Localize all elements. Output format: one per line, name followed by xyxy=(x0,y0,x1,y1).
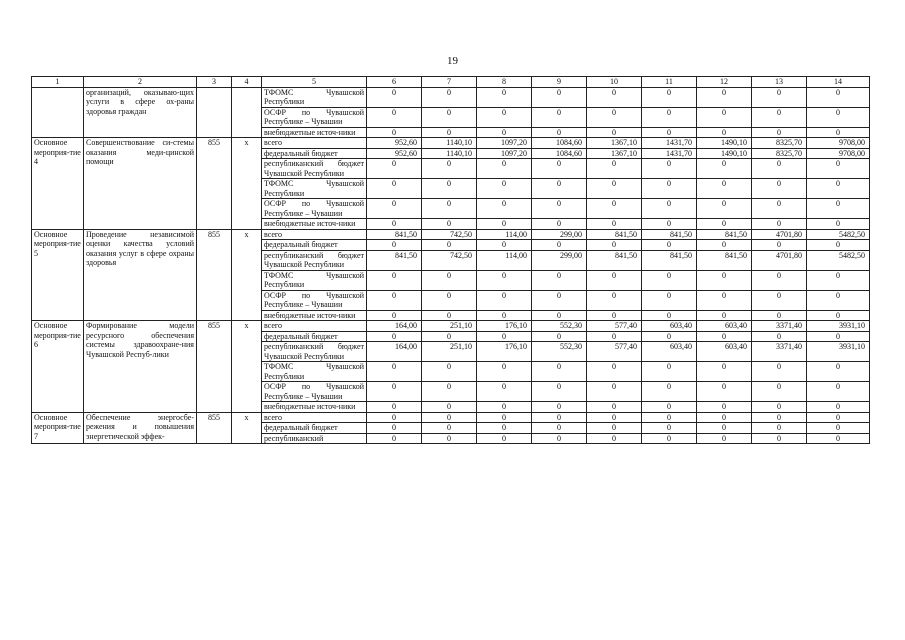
value-cell: 3931,10 xyxy=(807,321,870,332)
value-cell: 0 xyxy=(422,87,477,107)
mark-cell: х xyxy=(232,321,262,413)
value-cell: 0 xyxy=(697,433,752,444)
value-cell: 0 xyxy=(422,199,477,219)
value-cell: 0 xyxy=(532,310,587,321)
value-cell: 0 xyxy=(422,219,477,230)
value-cell: 0 xyxy=(477,382,532,402)
value-cell: 0 xyxy=(807,240,870,251)
value-cell: 0 xyxy=(422,127,477,138)
value-cell: 0 xyxy=(752,412,807,423)
activity-cell: Основное мероприя-тие 7 xyxy=(32,412,84,444)
executor-code-cell: 855 xyxy=(197,412,232,444)
activity-cell: Основное мероприя-тие 6 xyxy=(32,321,84,413)
value-cell: 1431,70 xyxy=(642,148,697,159)
value-cell: 0 xyxy=(697,127,752,138)
value-cell: 603,40 xyxy=(642,342,697,362)
value-cell: 114,00 xyxy=(477,229,532,240)
column-header: 1 xyxy=(32,77,84,88)
value-cell: 0 xyxy=(367,219,422,230)
value-cell: 603,40 xyxy=(642,321,697,332)
value-cell: 114,00 xyxy=(477,250,532,270)
value-cell: 164,00 xyxy=(367,321,422,332)
value-cell: 0 xyxy=(697,219,752,230)
value-cell: 0 xyxy=(477,179,532,199)
value-cell: 0 xyxy=(807,159,870,179)
value-cell: 577,40 xyxy=(587,321,642,332)
value-cell: 0 xyxy=(422,433,477,444)
mark-cell: х xyxy=(232,412,262,444)
value-cell: 1084,60 xyxy=(532,138,587,149)
value-cell: 0 xyxy=(697,310,752,321)
value-cell: 8325,70 xyxy=(752,138,807,149)
value-cell: 0 xyxy=(477,240,532,251)
funding-source-cell: внебюджетные источ-ники xyxy=(262,402,367,413)
value-cell: 0 xyxy=(587,310,642,321)
funding-source-cell: ТФОМС Чувашской Республики xyxy=(262,179,367,199)
value-cell: 0 xyxy=(752,423,807,434)
value-cell: 0 xyxy=(642,382,697,402)
value-cell: 3371,40 xyxy=(752,342,807,362)
value-cell: 0 xyxy=(642,402,697,413)
value-cell: 0 xyxy=(642,159,697,179)
value-cell: 0 xyxy=(697,423,752,434)
value-cell: 1431,70 xyxy=(642,138,697,149)
value-cell: 0 xyxy=(422,423,477,434)
value-cell: 0 xyxy=(587,107,642,127)
value-cell: 0 xyxy=(587,159,642,179)
value-cell: 0 xyxy=(367,87,422,107)
value-cell: 0 xyxy=(532,362,587,382)
value-cell: 5482,50 xyxy=(807,250,870,270)
funding-source-cell: внебюджетные источ-ники xyxy=(262,127,367,138)
value-cell: 0 xyxy=(587,240,642,251)
value-cell: 0 xyxy=(477,199,532,219)
column-header: 4 xyxy=(232,77,262,88)
value-cell: 0 xyxy=(752,290,807,310)
value-cell: 0 xyxy=(532,87,587,107)
value-cell: 0 xyxy=(752,433,807,444)
value-cell: 0 xyxy=(532,159,587,179)
value-cell: 0 xyxy=(532,219,587,230)
value-cell: 0 xyxy=(752,179,807,199)
value-cell: 841,50 xyxy=(367,250,422,270)
value-cell: 4701,80 xyxy=(752,229,807,240)
value-cell: 841,50 xyxy=(587,229,642,240)
value-cell: 0 xyxy=(697,402,752,413)
value-cell: 0 xyxy=(807,362,870,382)
value-cell: 0 xyxy=(477,310,532,321)
value-cell: 841,50 xyxy=(587,250,642,270)
value-cell: 0 xyxy=(642,423,697,434)
value-cell: 0 xyxy=(697,87,752,107)
value-cell: 0 xyxy=(477,127,532,138)
funding-source-cell: республиканский бюджет Чувашской Республики xyxy=(262,250,367,270)
value-cell: 0 xyxy=(642,127,697,138)
value-cell: 841,50 xyxy=(642,229,697,240)
value-cell: 0 xyxy=(752,331,807,342)
column-header: 14 xyxy=(807,77,870,88)
value-cell: 0 xyxy=(367,362,422,382)
value-cell: 0 xyxy=(587,219,642,230)
activity-name-cell: Совершенствование си-стемы оказания меди-цинской помощи xyxy=(84,138,197,230)
value-cell: 0 xyxy=(752,219,807,230)
value-cell: 251,10 xyxy=(422,321,477,332)
value-cell: 0 xyxy=(752,127,807,138)
value-cell: 0 xyxy=(587,423,642,434)
value-cell: 841,50 xyxy=(697,250,752,270)
value-cell: 164,00 xyxy=(367,342,422,362)
column-header: 9 xyxy=(532,77,587,88)
value-cell: 0 xyxy=(367,382,422,402)
value-cell: 0 xyxy=(697,382,752,402)
activity-name-cell: организаций, оказываю-щих услуги в сфере ох-раны здоровья граждан xyxy=(84,87,197,138)
value-cell: 0 xyxy=(367,423,422,434)
value-cell: 0 xyxy=(532,127,587,138)
value-cell: 0 xyxy=(532,331,587,342)
value-cell: 0 xyxy=(752,310,807,321)
value-cell: 0 xyxy=(642,107,697,127)
value-cell: 9708,00 xyxy=(807,148,870,159)
value-cell: 0 xyxy=(807,290,870,310)
value-cell: 0 xyxy=(642,433,697,444)
value-cell: 0 xyxy=(807,310,870,321)
value-cell: 841,50 xyxy=(642,250,697,270)
funding-source-cell: республиканский бюджет Чувашской Республики xyxy=(262,159,367,179)
value-cell: 0 xyxy=(807,412,870,423)
funding-source-cell: федеральный бюджет xyxy=(262,240,367,251)
value-cell: 0 xyxy=(587,270,642,290)
value-cell: 841,50 xyxy=(697,229,752,240)
page-number: 19 xyxy=(447,55,458,67)
value-cell: 0 xyxy=(642,199,697,219)
activity-cell: Основное мероприя-тие 4 xyxy=(32,138,84,230)
value-cell: 3371,40 xyxy=(752,321,807,332)
value-cell: 3931,10 xyxy=(807,342,870,362)
executor-code-cell: 855 xyxy=(197,229,232,321)
value-cell: 0 xyxy=(807,179,870,199)
value-cell: 0 xyxy=(697,270,752,290)
column-header: 7 xyxy=(422,77,477,88)
value-cell: 0 xyxy=(697,179,752,199)
value-cell: 0 xyxy=(532,402,587,413)
value-cell: 0 xyxy=(807,87,870,107)
value-cell: 0 xyxy=(367,331,422,342)
value-cell: 0 xyxy=(477,290,532,310)
value-cell: 0 xyxy=(532,270,587,290)
funding-source-cell: федеральный бюджет xyxy=(262,148,367,159)
value-cell: 1084,60 xyxy=(532,148,587,159)
value-cell: 0 xyxy=(697,412,752,423)
value-cell: 742,50 xyxy=(422,229,477,240)
mark-cell xyxy=(232,87,262,138)
value-cell: 0 xyxy=(807,402,870,413)
value-cell: 0 xyxy=(807,127,870,138)
mark-cell: х xyxy=(232,229,262,321)
value-cell: 0 xyxy=(422,412,477,423)
column-header: 8 xyxy=(477,77,532,88)
funding-source-cell: всего xyxy=(262,412,367,423)
value-cell: 0 xyxy=(477,159,532,179)
value-cell: 0 xyxy=(807,270,870,290)
value-cell: 0 xyxy=(752,107,807,127)
value-cell: 552,30 xyxy=(532,321,587,332)
value-cell: 0 xyxy=(587,382,642,402)
column-header: 13 xyxy=(752,77,807,88)
value-cell: 0 xyxy=(477,87,532,107)
value-cell: 0 xyxy=(752,382,807,402)
value-cell: 0 xyxy=(532,199,587,219)
value-cell: 0 xyxy=(367,270,422,290)
value-cell: 0 xyxy=(422,179,477,199)
value-cell: 0 xyxy=(752,270,807,290)
value-cell: 0 xyxy=(587,199,642,219)
mark-cell: х xyxy=(232,138,262,230)
value-cell: 0 xyxy=(752,240,807,251)
value-cell: 0 xyxy=(532,240,587,251)
executor-code-cell: 855 xyxy=(197,321,232,413)
value-cell: 0 xyxy=(477,423,532,434)
value-cell: 0 xyxy=(697,290,752,310)
value-cell: 0 xyxy=(642,179,697,199)
table-row xyxy=(32,321,870,332)
value-cell: 0 xyxy=(752,199,807,219)
executor-code-cell xyxy=(197,87,232,138)
value-cell: 0 xyxy=(807,331,870,342)
funding-source-cell: всего xyxy=(262,321,367,332)
funding-source-cell: федеральный бюджет xyxy=(262,423,367,434)
value-cell: 1140,10 xyxy=(422,148,477,159)
table-row xyxy=(32,87,870,107)
value-cell: 0 xyxy=(532,107,587,127)
value-cell: 0 xyxy=(367,199,422,219)
value-cell: 0 xyxy=(532,423,587,434)
value-cell: 176,10 xyxy=(477,321,532,332)
value-cell: 0 xyxy=(807,107,870,127)
value-cell: 0 xyxy=(642,331,697,342)
value-cell: 0 xyxy=(697,107,752,127)
column-header: 6 xyxy=(367,77,422,88)
value-cell: 0 xyxy=(587,127,642,138)
value-cell: 0 xyxy=(587,362,642,382)
value-cell: 0 xyxy=(367,433,422,444)
value-cell: 0 xyxy=(477,270,532,290)
value-cell: 0 xyxy=(642,310,697,321)
funding-source-cell: ТФОМС Чувашской Республики xyxy=(262,87,367,107)
value-cell: 0 xyxy=(477,402,532,413)
value-cell: 577,40 xyxy=(587,342,642,362)
value-cell: 0 xyxy=(422,107,477,127)
value-cell: 0 xyxy=(587,331,642,342)
value-cell: 1140,10 xyxy=(422,138,477,149)
value-cell: 1097,20 xyxy=(477,138,532,149)
value-cell: 0 xyxy=(642,362,697,382)
value-cell: 603,40 xyxy=(697,321,752,332)
value-cell: 0 xyxy=(532,179,587,199)
value-cell: 0 xyxy=(532,290,587,310)
value-cell: 1490,10 xyxy=(697,148,752,159)
value-cell: 0 xyxy=(642,290,697,310)
value-cell: 9708,00 xyxy=(807,138,870,149)
activity-name-cell: Проведение независимой оценки качества условий оказания услуг в сфере охраны здоровья xyxy=(84,229,197,321)
value-cell: 0 xyxy=(752,159,807,179)
value-cell: 0 xyxy=(642,219,697,230)
value-cell: 0 xyxy=(477,219,532,230)
value-cell: 0 xyxy=(807,433,870,444)
activity-cell: Основное мероприя-тие 5 xyxy=(32,229,84,321)
column-header: 5 xyxy=(262,77,367,88)
value-cell: 0 xyxy=(587,412,642,423)
value-cell: 0 xyxy=(477,107,532,127)
value-cell: 0 xyxy=(367,240,422,251)
value-cell: 1490,10 xyxy=(697,138,752,149)
value-cell: 0 xyxy=(697,331,752,342)
value-cell: 0 xyxy=(587,87,642,107)
value-cell: 0 xyxy=(807,382,870,402)
value-cell: 0 xyxy=(422,402,477,413)
funding-source-cell: ОСФР по Чувашской Республике – Чувашии xyxy=(262,199,367,219)
funding-source-cell: внебюджетные источ-ники xyxy=(262,219,367,230)
value-cell: 1367,10 xyxy=(587,148,642,159)
value-cell: 0 xyxy=(422,290,477,310)
value-cell: 552,30 xyxy=(532,342,587,362)
value-cell: 0 xyxy=(807,219,870,230)
value-cell: 0 xyxy=(587,290,642,310)
value-cell: 5482,50 xyxy=(807,229,870,240)
value-cell: 4701,80 xyxy=(752,250,807,270)
value-cell: 1097,20 xyxy=(477,148,532,159)
value-cell: 176,10 xyxy=(477,342,532,362)
value-cell: 0 xyxy=(367,159,422,179)
column-header: 10 xyxy=(587,77,642,88)
value-cell: 299,00 xyxy=(532,229,587,240)
value-cell: 1367,10 xyxy=(587,138,642,149)
value-cell: 841,50 xyxy=(367,229,422,240)
value-cell: 0 xyxy=(367,179,422,199)
funding-source-cell: ТФОМС Чувашской Республики xyxy=(262,362,367,382)
table-row xyxy=(32,412,870,423)
value-cell: 0 xyxy=(422,331,477,342)
value-cell: 952,60 xyxy=(367,138,422,149)
value-cell: 0 xyxy=(532,433,587,444)
value-cell: 0 xyxy=(477,412,532,423)
value-cell: 0 xyxy=(477,362,532,382)
value-cell: 0 xyxy=(642,270,697,290)
value-cell: 0 xyxy=(477,433,532,444)
value-cell: 0 xyxy=(587,179,642,199)
value-cell: 0 xyxy=(752,87,807,107)
value-cell: 0 xyxy=(697,362,752,382)
executor-code-cell: 855 xyxy=(197,138,232,230)
value-cell: 0 xyxy=(697,199,752,219)
funding-source-cell: республиканский xyxy=(262,433,367,444)
funding-source-cell: ОСФР по Чувашской Республике – Чувашии xyxy=(262,290,367,310)
value-cell: 0 xyxy=(807,423,870,434)
value-cell: 0 xyxy=(587,402,642,413)
funding-source-cell: всего xyxy=(262,138,367,149)
value-cell: 603,40 xyxy=(697,342,752,362)
value-cell: 0 xyxy=(422,159,477,179)
value-cell: 0 xyxy=(587,433,642,444)
value-cell: 251,10 xyxy=(422,342,477,362)
funding-source-cell: ТФОМС Чувашской Республики xyxy=(262,270,367,290)
value-cell: 0 xyxy=(642,87,697,107)
value-cell: 0 xyxy=(642,240,697,251)
value-cell: 0 xyxy=(422,310,477,321)
column-header: 12 xyxy=(697,77,752,88)
budget-table xyxy=(31,76,870,444)
table-row xyxy=(32,138,870,149)
funding-source-cell: всего xyxy=(262,229,367,240)
table-row xyxy=(32,229,870,240)
value-cell: 8325,70 xyxy=(752,148,807,159)
value-cell: 0 xyxy=(367,290,422,310)
value-cell: 0 xyxy=(422,362,477,382)
funding-source-cell: ОСФР по Чувашской Республике – Чувашии xyxy=(262,107,367,127)
value-cell: 0 xyxy=(532,382,587,402)
activity-name-cell: Формирование модели ресурсного обеспечения системы здравоохране-ния Чувашской Респуб-лики xyxy=(84,321,197,413)
value-cell: 0 xyxy=(697,240,752,251)
value-cell: 0 xyxy=(807,199,870,219)
column-header: 3 xyxy=(197,77,232,88)
value-cell: 0 xyxy=(422,240,477,251)
value-cell: 0 xyxy=(367,412,422,423)
value-cell: 0 xyxy=(477,331,532,342)
value-cell: 0 xyxy=(422,382,477,402)
value-cell: 0 xyxy=(367,127,422,138)
activity-cell xyxy=(32,87,84,138)
value-cell: 0 xyxy=(367,310,422,321)
activity-name-cell: Обеспечение энергосбе-режения и повышения энергетической эффек- xyxy=(84,412,197,444)
header-row xyxy=(32,77,870,88)
column-header: 2 xyxy=(84,77,197,88)
value-cell: 0 xyxy=(367,402,422,413)
column-header: 11 xyxy=(642,77,697,88)
value-cell: 742,50 xyxy=(422,250,477,270)
value-cell: 0 xyxy=(422,270,477,290)
value-cell: 0 xyxy=(752,402,807,413)
value-cell: 0 xyxy=(367,107,422,127)
value-cell: 0 xyxy=(532,412,587,423)
value-cell: 0 xyxy=(752,362,807,382)
funding-source-cell: ОСФР по Чувашской Республике – Чувашии xyxy=(262,382,367,402)
funding-source-cell: внебюджетные источ-ники xyxy=(262,310,367,321)
value-cell: 0 xyxy=(697,159,752,179)
value-cell: 0 xyxy=(642,412,697,423)
funding-source-cell: республиканский бюджет Чувашской Республики xyxy=(262,342,367,362)
value-cell: 952,60 xyxy=(367,148,422,159)
value-cell: 299,00 xyxy=(532,250,587,270)
funding-source-cell: федеральный бюджет xyxy=(262,331,367,342)
